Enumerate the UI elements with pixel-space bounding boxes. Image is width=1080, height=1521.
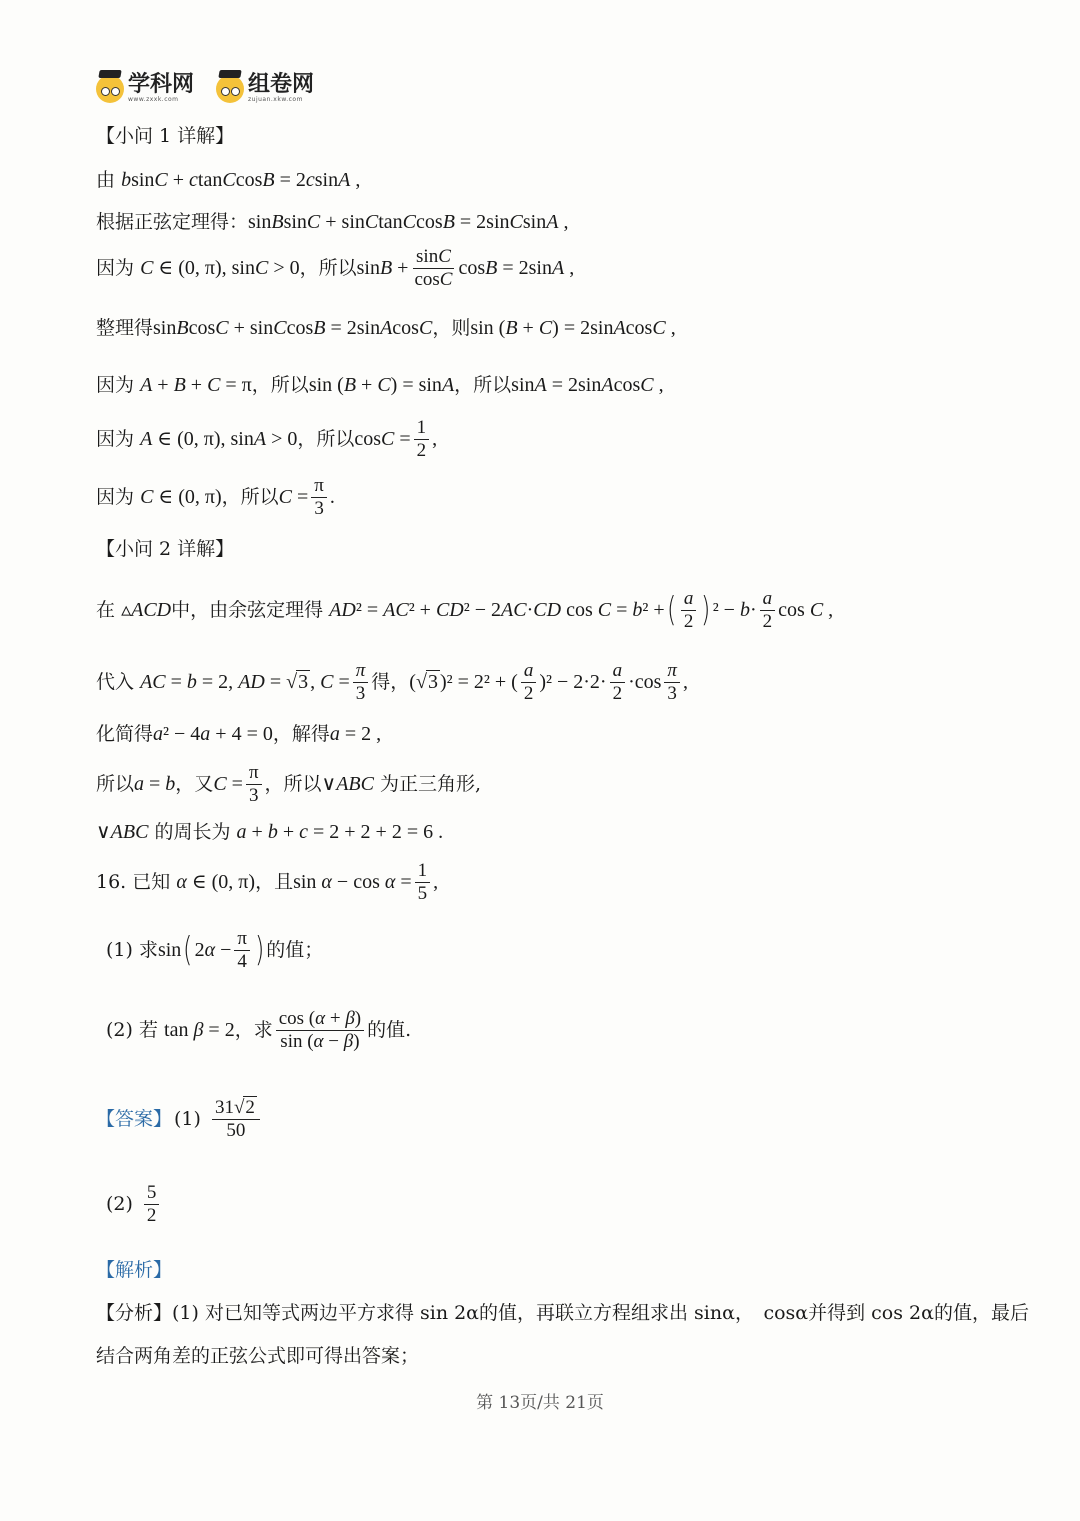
zxxk-logo xyxy=(96,74,194,103)
logo-name: 学科网 xyxy=(128,72,195,97)
logo-name: 组卷网 xyxy=(248,72,315,97)
solution-line: 所以 a = b ，又 C = $\frac{\pi}{3}$ ，所以 ∨ABC 为正三角形, xyxy=(96,762,482,806)
answer-line-1: 【答案】 (1) $\frac{31√2}{50}$ xyxy=(96,1097,263,1142)
solution-line: ∨ABC 的周长为 a + b + c = 2 + 2 + 2 = 6 . xyxy=(96,820,444,843)
solution-line: 因为 C ∈ (0, π), sinC > 0 ，所以 sinB + $\frac{\sin C}{\cos C}$ cosB = 2sinA , xyxy=(96,246,575,290)
logo-url: www.zxxk.com xyxy=(128,96,179,103)
problem-part-2: (2) 若 tan β = 2 ，求 $\frac{\cos (\alpha + \beta)}{\sin (\alpha - \beta)}$ 的值. xyxy=(106,1008,412,1052)
solution-line: 代入 AC = b = 2, AD = √3 , C = $\frac{\pi}{3}$ 得， (√3 )² = 2² + ( $\frac{a}{2}$ )² − 2·2· $\frac{a}{2}$ ·cos $\frac{\pi}{3}$ , xyxy=(96,660,688,704)
logo-face-icon xyxy=(96,75,124,103)
answer-line-2: (2) $\frac{5}{2}$ xyxy=(106,1182,162,1227)
solution-line: 因为 C ∈ (0, π) ，所以 C = $\frac{\pi}{3}$ . xyxy=(96,475,335,519)
zujuan-logo xyxy=(216,74,314,103)
solution-line: 因为 A + B + C = π ，所以 sin (B + C) = sinA ，所以 sinA = 2sinAcosC , xyxy=(96,373,664,396)
answer-tag: 【答案】 xyxy=(96,1108,173,1130)
logo-url: zujuan.xkw.com xyxy=(248,96,303,103)
solution-line: 由 bsinC + ctanCcosB = 2csinA , xyxy=(96,168,361,191)
solution-line: 化简得 a² − 4a + 4 = 0 ，解得 a = 2 , xyxy=(96,722,382,745)
page-footer: 第 13页/共 21页 xyxy=(476,1393,604,1413)
solution-line: 因为 A ∈ (0, π), sinA > 0 ，所以 cosC = $\frac{1}{2}$ , xyxy=(96,417,438,461)
solution-line: 在 ▵ACD 中，由余弦定理得 AD² = AC² + CD² − 2AC·CD cos C = b² + ( $\frac{a}{2}$ ) ² − b· $\frac{a}{2}$ cos C , xyxy=(96,588,834,632)
section-title: 【小问 1 详解】 xyxy=(96,125,235,147)
section-title: 【小问 2 详解】 xyxy=(96,538,235,560)
analysis-tag: 【解析】 xyxy=(96,1259,173,1281)
analysis-text: 【分析】(1) 对已知等式两边平方求得 sin 2α的值，再联立方程组求出 sinα， cosα并得到 cos 2α的值，最后 xyxy=(96,1302,1029,1324)
solution-line: 根据正弦定理得： sinBsinC + sinCtanCcosB = 2sinCsinA , xyxy=(96,210,569,233)
problem-stem: 16. 已知 α ∈ (0, π) ，且 sin α − cos α = $\frac{1}{5}$ , xyxy=(96,860,439,904)
analysis-text: 结合两角差的正弦公式即可得出答案； xyxy=(96,1345,420,1367)
logo-face-icon xyxy=(216,75,244,103)
solution-line: 整理得 sinBcosC + sinCcosB = 2sinAcosC ，则 sin (B + C) = 2sinAcosC , xyxy=(96,316,676,339)
problem-part-1: (1) 求 sin ( 2α − $\frac{\pi}{4}$ ) 的值； xyxy=(106,928,324,972)
